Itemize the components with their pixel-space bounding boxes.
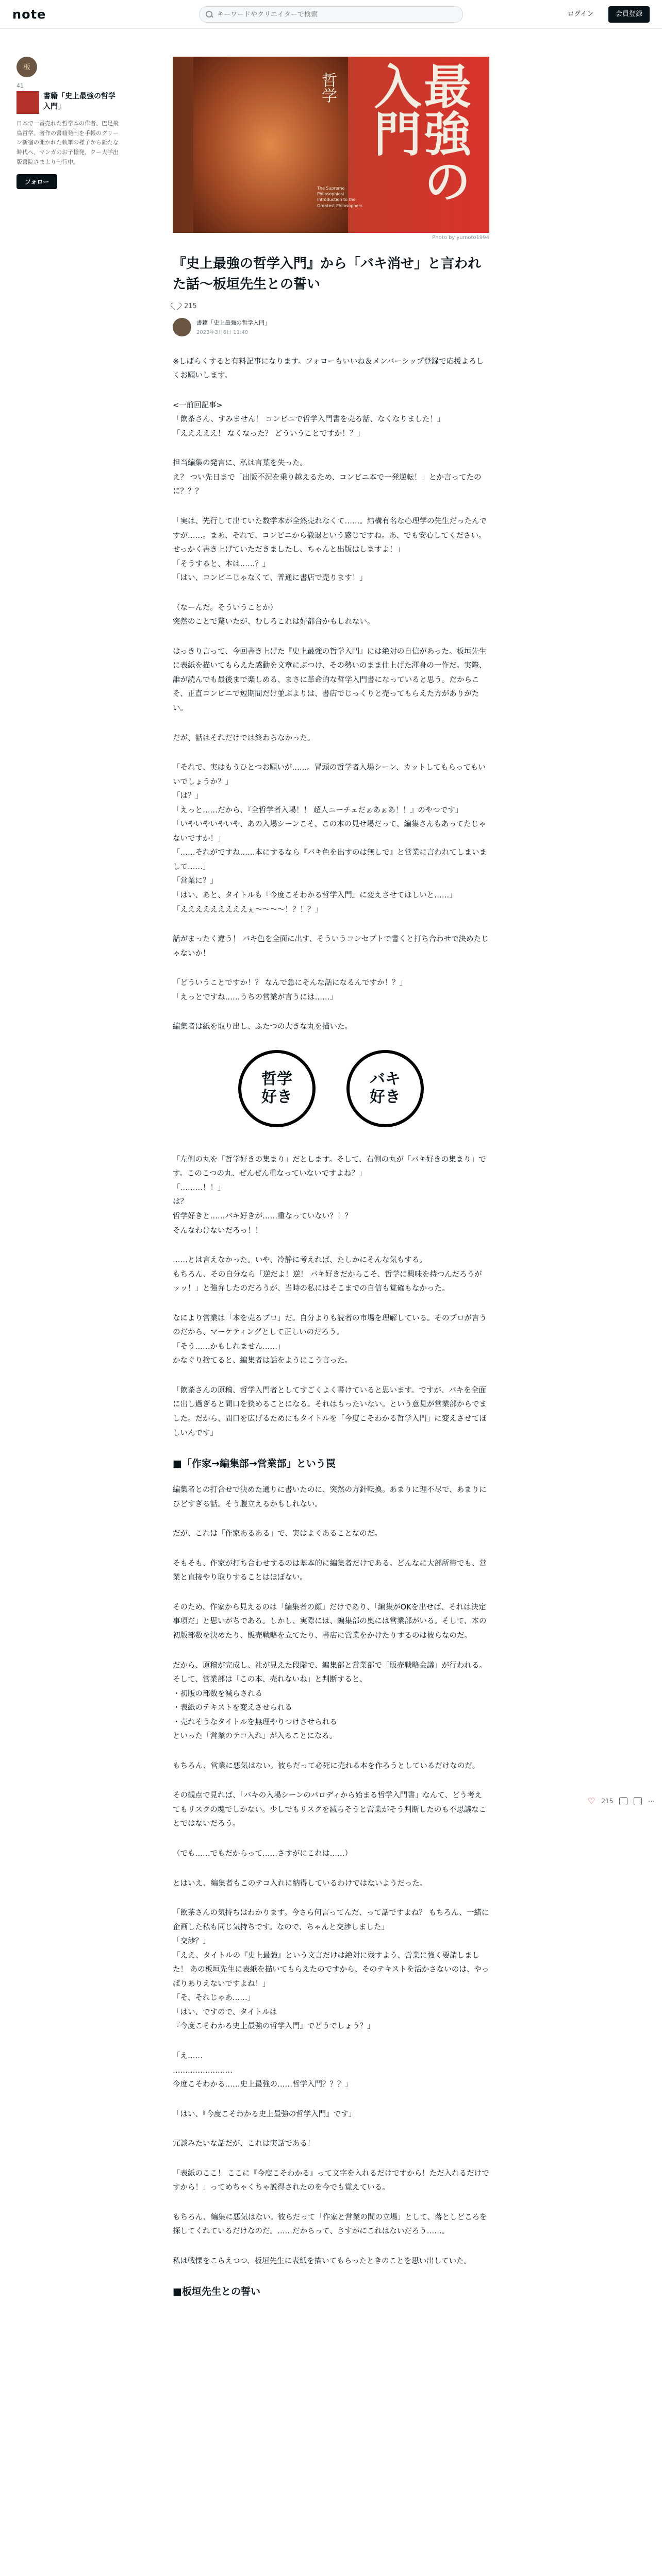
author-avatar[interactable] (173, 318, 191, 336)
site-header (0, 0, 662, 29)
philosophy-fans-circle: 哲学 好き (238, 1050, 316, 1127)
signup-button[interactable]: 会員登録 (608, 6, 650, 23)
paragraph: 編集者は紙を取り出し、ふたつの大きな丸を描いた。 (173, 1023, 352, 1031)
section-heading: ■板垣先生との誓い (173, 2286, 260, 2298)
paragraph: 冗談みたいな話だが、これは実話である！ (173, 2140, 315, 2148)
comment-icon[interactable] (619, 1797, 627, 1805)
magazine-title-row[interactable] (16, 91, 120, 114)
author-info[interactable] (173, 318, 489, 336)
paragraph: ……とは言えなかった。いや、冷静に考えれば、たしかにそんな気もする。 もちろん、その自分なら「逆だよ！逆！ バキ好きだからこそ、哲学に興味を持つんだろうがッッ！」と強弁したのだろうが、当時の私にはそこまでの自信も覚確もなかった。 (173, 1256, 482, 1293)
photo-credit: Photo by yumoto1994 (432, 235, 489, 241)
paragraph: だから、原稿が完成し、社が見えた段階で、編集部と営業部で「販売戦略会議」が行われる。そして、営業部は「この本、売れないね」と判断すると、 ・初版の部数を減らされる ・表紙のテキストを変えさせられる ・売れそうなタイトルを無理やりつけさせられる といった「営業のテコ入れ」が入ることになる。 (173, 1661, 487, 1741)
paragraph: 「左側の丸を「哲学好きの集まり」だとします。そして、右側の丸が「バキ好きの集まり」です。このこつの丸、ぜんぜん重なっていないですよね？」 「………！！」 は？ 哲学好きと……バキ好きが……重なっていない？！？ そんなわけないだろっ！！ (173, 1155, 486, 1235)
login-button[interactable]: ログイン (560, 6, 601, 23)
paragraph: そのため、作家から見えるのは「編集者の顔」だけであり、「編集がOKを出せば、それは決定事項だ」と思いがちである。しかし、実際には、編集部の奥には営業部がいる。そして、本の初版部数を決めたり、販売戦略を立てたり、書店に営業をかけたりするのは彼らなのだ。 (173, 1603, 487, 1640)
magazine-description: 日本で一番売れた哲学本の作者、巴足飛鳥哲学。著作の書籍発刊を手帳のグリーン新宿の開かれた執筆の様子から新たな時代へ、マンガのお子様発、クー大学出版書院さまより刊行中。 (16, 120, 119, 165)
paragraph: 「どういうことですか！？ なんで急にそんな話になるんですか！？」 「えっとですね……うちの営業が言うには……」 (173, 979, 407, 1002)
article-title: 『史上最強の哲学入門』から「バキ消せ」と言われた話〜板垣先生との誓い (173, 256, 482, 293)
publish-date: 2023年3月6日 11:40 (196, 330, 249, 336)
paragraph: （なーんだ。そういうことか） 突然のことで驚いたが、むしろこれは好都合かもしれない。 (173, 603, 375, 626)
paragraph: 話がまったく違う！ バキ色を全面に出す、そういうコンセプトで書くと打ち合わせで決めたじゃないか！ (173, 935, 489, 958)
paragraph: 「飲茶さんの原稿、哲学入門者としてすごくよく書けていると思います。ですが、バキを全面に出し過ぎると間口を狭めることになる。それはもったいない。という意見が営業部からでました。だから、間口を広げるためにもタイトルを「今度こそわかる哲学入門」に変えさせてほしいんです」 (173, 1386, 487, 1437)
paragraph: 「それで、実はもうひとつお願いが……。冒頭の哲学者入場シーン、カットしてもらってもいいでしょうか？」 「は？」 「えっと……だから、『全哲学者入場！！ 超人ニーチェだぁあぁあ！！』のやつです」 「いやいやいやいや、あの入場シーンこそ、この本の見せ場だって、編集さんもあってたじゃないですか！」 「……それがですね……本にするなら『バキ色を出すのは無しで』と営業に言われてしまいまして……」 「営業に？」 「はい、あと、タイトルも『今度こそわかる哲学入門』に変えさせてほしいと……」 「えええええええええぇ〜〜〜〜！？！？」 (173, 764, 487, 914)
paragraph: ※しばらくすると有料記事になります。フォローもいいね＆メンバーシップ登録で応援よろしくお願いします。 (173, 357, 484, 380)
paragraph: はっきり言って、今回書き上げた『史上最強の哲学入門』には絶対の自信があった。板垣先生に表紙を描いてもらえた感動を文章にぶつけ、その勢いのまま仕上げた渾身の一作だ。実際、誰が読んでも最後まで楽しめる、まさに革命的な哲学入門書になっていると思う。だからこそ、正直コンビニで短期間だけ並ぶよりは、書店でじっくりと売ってもらえた方がありがたい。 (173, 647, 487, 713)
like-row[interactable] (173, 302, 489, 311)
paragraph: その観点で見れば、「バキの入場シーンのパロディから始まる哲学入門書」なんて、どう考えてもリスクの塊でしかない。少しでもリスクを減らそうと営業がそう判断したのも不思議なことではないだろう。 (173, 1791, 487, 1828)
floating-like-count: 215 (601, 1798, 614, 1805)
search-box[interactable] (199, 6, 463, 23)
paragraph: 「はい、『今度こそわかる史上最強の哲学入門』です」 (173, 2110, 356, 2119)
paragraph: 「飲茶さんの気持ちはわかります。今さら何言ってんだ、って話ですよね？ もちろん、一緒に企画した私も同じ気持ちです。なので、ちゃんと交渉しました」 「交渉？」 「ええ、タイトルの『史上最強』という文言だけは絶対に残すよう、営業に強く要請しました！ あの板垣先生に表紙を描いてもらえたのですから、そのテキストを活かさないのは、やっぱりありえないですよね！」 「そ、それじゃあ……」 「はい、ですので、タイトルは 『今度こそわかる史上最強の哲学入門』でどうでしょう？」 (173, 1909, 489, 2031)
search-input[interactable] (217, 11, 454, 19)
magazine-title[interactable]: 書籍「史上最強の哲学入門」 (43, 92, 115, 111)
paragraph: だが、これは「作家あるある」で、実はよくあることなのだ。 (173, 1530, 382, 1538)
note-logo[interactable]: note (12, 7, 46, 22)
share-icon[interactable] (634, 1797, 642, 1805)
paragraph: もちろん、営業に悪気はない。彼らだって必死に売れる本を作ろうとしているだけなのだ。 (173, 1761, 480, 1770)
paragraph: 「え…… …………………… 今度こそわかる……史上最強の……哲学入門？？？」 (173, 2052, 352, 2089)
paragraph: 「実は、先行して出ていた数学本が全然売れなくて……。結構有名な心理学の先生だったんですが……。まあ、それで、コンビニから撤退という感じですね。あ、でも安心してください。せっかく書き上げていただきましたし、ちゃんと出版はしますよ！」 「そうすると、本は……？」 「はい、コンビニじゃなくて、普通に書店で売ります！」 (173, 517, 487, 583)
floating-action-bar (588, 1797, 654, 1805)
magazine-label: 41 (16, 82, 24, 89)
creator-avatar[interactable]: 板 (16, 57, 37, 77)
hero-image (173, 57, 489, 233)
heart-icon[interactable] (173, 302, 181, 311)
venn-illustration (173, 1050, 489, 1127)
paragraph: もちろん、編集に悪気はない。彼らだって「作家と営業の間の立場」として、落としどころを探してくれているだけなのだ。……だからって、さすがにこれはないだろう……。 (173, 2213, 487, 2236)
like-heart-icon[interactable]: ♡ (588, 1796, 595, 1806)
paragraph: 私は戦慄をこらえつつ、板垣先生に表紙を描いてもらったときのことを思い出していた。 (173, 2257, 472, 2265)
hero-english: The Supreme Philosophical Introduction to the Greatest Philosophers (317, 186, 362, 208)
paragraph: 「表紙のここ！ ここに『今度こそわかる』って文字を入れるだけですから！ただ入れるだけですから！」ってめちゃくちゃ説得されたのを今でも覚えている。 (173, 2169, 489, 2192)
paragraph: <一前回記事> 「飲茶さん、すみません！ コンビニで哲学入門書を売る話、なくなりました！」 「えええええ！ なくなった？ どういうことですか！？」 (173, 401, 445, 438)
hero-title: 最強の入門 (366, 62, 472, 204)
hero-subtitle: 哲学 (319, 72, 337, 103)
paragraph: だが、話はそれだけでは終わらなかった。 (173, 734, 315, 742)
paragraph: 編集者との打合せで決めた通りに書いたのに、突然の方針転換。あまりに理不尽で、あまりにひどすぎる話。そう腹立えるかもしれない。 (173, 1486, 487, 1509)
follow-button[interactable]: フォロー (16, 174, 57, 189)
search-icon (206, 11, 213, 18)
magazine-thumbnail (16, 91, 39, 114)
paragraph: 担当編集の発言に、私は言葉を失った。 え？ つい先日まで「出版不況を乗り越えるため、コンビニ本で一発逆転！」とか言ってたのに？？？ (173, 459, 482, 496)
more-icon[interactable]: ⋯ (648, 1798, 655, 1805)
article-body (173, 253, 489, 2311)
paragraph: とはいえ、編集者もこのテコ入れに納得しているわけではないようだった。 (173, 1879, 427, 1888)
author-name[interactable]: 書籍「史上最強の哲学入門」 (196, 319, 270, 327)
paragraph: （でも……でもだからって……さすがにこれは……） (173, 1849, 352, 1858)
paragraph: なにより営業は「本を売るプロ」だ。自分よりも読者の市場を理解している。そのプロが言うのだから、マーケティングとして正しいのだろう。 「そう……かもしれません……」 かなぐり捨てると、編集者は話をようにこう言った。 (173, 1314, 487, 1365)
like-count: 215 (184, 302, 197, 311)
magazine-sidebar (16, 57, 120, 189)
paragraph: そもそも、作家が打ち合わせするのは基本的に編集者だけである。どんなに大部所帯でも、営業と直接やり取りすることはほぼない。 (173, 1559, 487, 1582)
baki-fans-circle: バキ 好き (346, 1050, 424, 1127)
section-heading: ■「作家→編集部→営業部」という罠 (173, 1458, 336, 1470)
